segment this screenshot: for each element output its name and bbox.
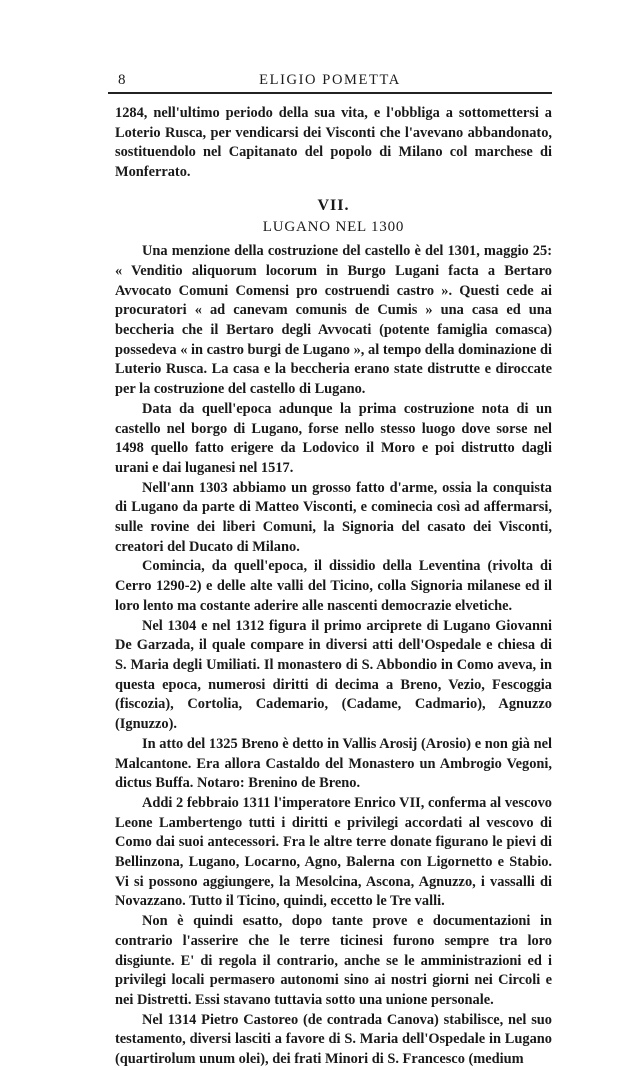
page-number: 8 (118, 72, 126, 88)
paragraph: Non è quindi esatto, dopo tante prove e documentazioni in contrario l'asserire che le terre ticinesi furono sempre tra loro disgiunte. E' di regola il contrario, anche se le amministrazioni ed i privilegi locali permasero autonomi sino ai nostri giorni nei Circoli e nei Distretti. Essi stavano tuttavia sotto una unione personale. (115, 913, 552, 1008)
paragraph: Data da quell'epoca adunque la prima costruzione nota di un castello nel borgo di Lugano, forse nello stesso luogo dove sorse nel 1498 quello fatto erigere da Lodovico il Moro e poi distrutto dagli urani e dai luganesi nel 1517. (115, 400, 552, 476)
chapter-number: VII. (317, 196, 350, 214)
paragraph: Una menzione della costruzione del castello è del 1301, maggio 25: « Venditio aliquorum locorum in Burgo Lugani facta a Bertaro Avvocato Comuni Comensi pro costruendi castro ». Questi cede ai procuratori « ad canevam comunis de Cumis » una casa ed una beccheria che il Bertaro degli Avvocati (potente famiglia comasca) possedeva « in castro burgi de Lugano », al tempo della dominazione di Luterio Rusca. La casa e la beccheria erano state distrutte e diroccate per la costruzione del castello di Lugano. (115, 243, 552, 398)
paragraph: Nell'ann 1303 abbiamo un grosso fatto d'arme, ossia la conquista di Lugano da parte di Matteo Visconti, e cominecia così ad affermarsi, sulle rovine dei liberi Comuni, la Signoria del casato dei Visconti, creatori del Ducato di Milano. (115, 479, 552, 555)
chapter-title: LUGANO NEL 1300 (262, 218, 405, 235)
paragraph: 1284, nell'ultimo periodo della sua vita, e l'obbliga a sottomettersi a Loterio Rusca, per vendicarsi dei Visconti che l'avevano abbandonato, sostituendolo nel Capitanato del popolo di Milano col marchese di Monferrato. (115, 105, 552, 181)
header-rule (108, 92, 552, 94)
paragraph: Nel 1314 Pietro Castoreo (de contrada Canova) stabilisce, nel suo testamento, diversi lasciti a favore di S. Maria dell'Ospedale in Lugano (quartirolum unum olei), dei frati Minori di S. Francesco (medium (115, 1011, 552, 1068)
paragraph: In atto del 1325 Breno è detto in Vallis Arosij (Arosio) e non già nel Malcantone. Era allora Castaldo del Monastero un Ambrogio Vegoni, dictus Buffa. Notaro: Brenino de Breno. (115, 735, 552, 792)
paragraph: Nel 1304 e nel 1312 figura il primo arciprete di Lugano Giovanni De Garzada, il quale compare in diversi atti dell'Ospedale e chiesa di S. Maria degli Umiliati. Il monastero di S. Abbondio in Como aveva, in questa epoca, numerosi diritti di decima a Breno, Vezio, Fescoggia (fiscozia), Cortolia, Cademario, (Cadame, Cadmario), Agnuzzo (Ignuzzo). (115, 617, 552, 733)
running-head: ELIGIO POMETTA (259, 72, 401, 88)
page-header (108, 68, 552, 90)
paragraph: Addi 2 febbraio 1311 l'imperatore Enrico VII, conferma al vescovo Leone Lambertengo tutti i diritti e privilegi accordati al vescovo di Como dai suoi antecessori. Fra le altre terre donate figurano le pievi di Bellinzona, Lugano, Locarno, Agno, Balerna con Ligornetto e Stabio. Vi si possono aggiungere, la Mesolcina, Ascona, Agnuzzo, i vassalli di Novazzano. Tutto il Ticino, quindi, eccetto le Tre valli. (115, 794, 552, 910)
body-text (115, 104, 552, 1070)
paragraph: Comincia, da quell'epoca, il dissidio della Leventina (rivolta di Cerro 1290-2) e delle alte valli del Ticino, colla Signoria milanese ed il loro lento ma costante aderire alle nascenti democrazie elvetiche. (115, 558, 552, 614)
